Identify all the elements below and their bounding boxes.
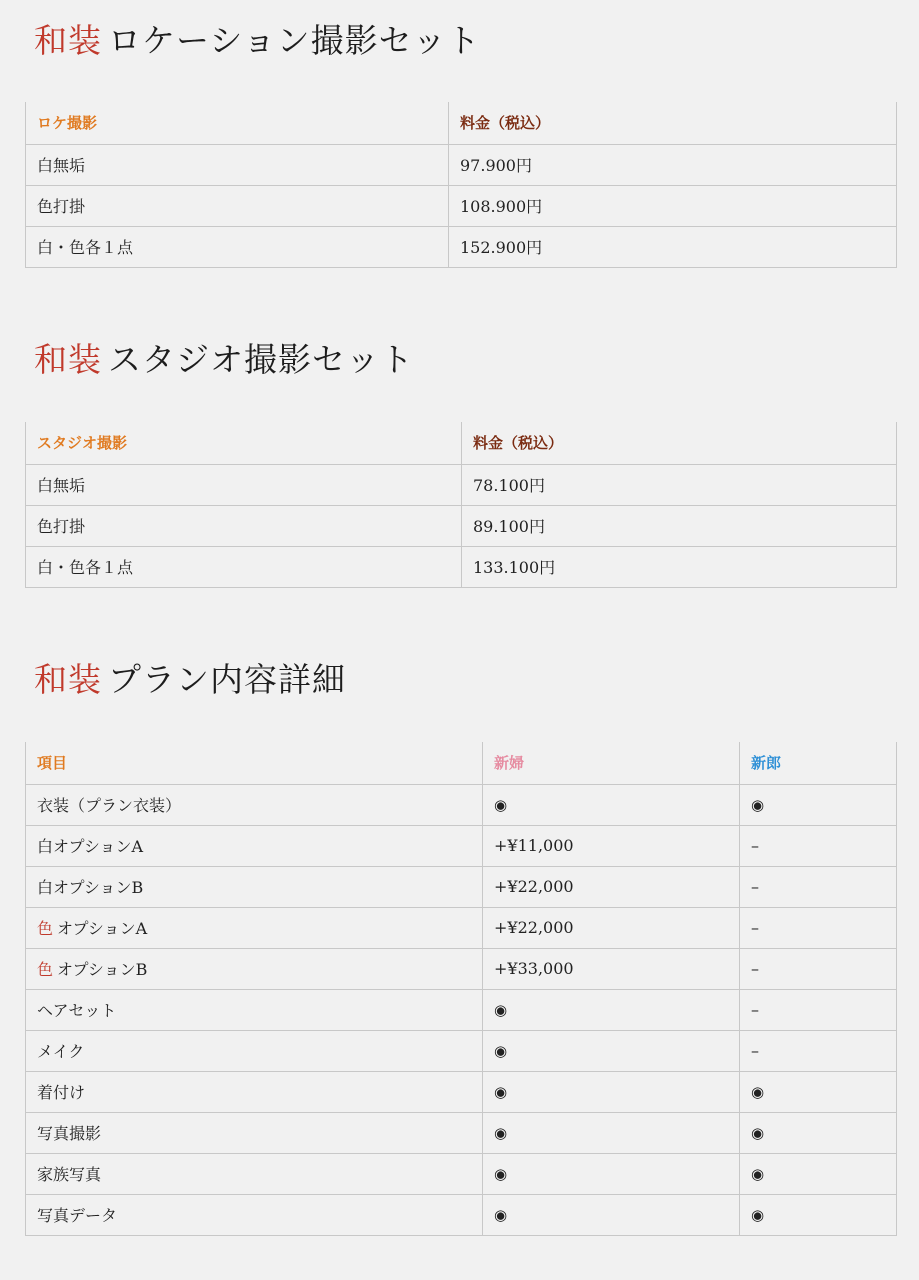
row-label: 白無垢 xyxy=(26,464,462,505)
groom-value: – xyxy=(740,866,897,907)
table-row xyxy=(26,825,897,866)
row-label: 白無垢 xyxy=(26,144,449,185)
item-label: 白オプションA xyxy=(37,837,144,856)
table-row xyxy=(26,948,897,989)
header-location-shoot: ロケ撮影 xyxy=(26,102,449,144)
groom-value: – xyxy=(740,948,897,989)
groom-value: ◉ xyxy=(740,784,897,825)
groom-value: – xyxy=(740,989,897,1030)
bride-value: +¥22,000 xyxy=(483,907,740,948)
item-label: オプションA xyxy=(57,919,148,938)
plan-section-title xyxy=(34,660,346,699)
bride-value: ◉ xyxy=(483,1112,740,1153)
row-label: 白・色各１点 xyxy=(26,226,449,267)
item-label: ヘアセット xyxy=(37,1001,117,1020)
row-price: 152.900円 xyxy=(449,226,897,267)
groom-value: – xyxy=(740,825,897,866)
header-bride: 新婦 xyxy=(483,742,740,784)
item-label: メイク xyxy=(37,1042,85,1061)
table-row xyxy=(26,546,897,587)
item-color-prefix: 色 xyxy=(37,960,54,979)
item-label: 写真撮影 xyxy=(37,1124,102,1143)
table-header-row xyxy=(26,102,897,144)
header-studio-shoot: スタジオ撮影 xyxy=(26,422,462,464)
studio-price-table xyxy=(25,422,897,588)
table-row xyxy=(26,1112,897,1153)
plan-item-cell xyxy=(26,784,483,825)
item-label: 家族写真 xyxy=(37,1165,102,1184)
plan-detail-table xyxy=(25,742,897,1236)
plan-item-cell xyxy=(26,1071,483,1112)
plan-item-cell xyxy=(26,1194,483,1235)
plan-item-cell xyxy=(26,948,483,989)
title-text: ロケーション撮影セット xyxy=(108,21,481,60)
table-row xyxy=(26,464,897,505)
table-row xyxy=(26,185,897,226)
groom-value: ◉ xyxy=(740,1071,897,1112)
bride-value: +¥22,000 xyxy=(483,866,740,907)
table-row xyxy=(26,144,897,185)
groom-value: ◉ xyxy=(740,1153,897,1194)
plan-item-cell xyxy=(26,866,483,907)
row-price: 97.900円 xyxy=(449,144,897,185)
row-label: 白・色各１点 xyxy=(26,546,462,587)
table-row xyxy=(26,226,897,267)
item-label: 衣装（プラン衣装） xyxy=(37,796,182,815)
table-row xyxy=(26,1153,897,1194)
bride-value: ◉ xyxy=(483,989,740,1030)
groom-value: ◉ xyxy=(740,1112,897,1153)
studio-section-title xyxy=(34,340,414,379)
table-row xyxy=(26,907,897,948)
item-label: 着付け xyxy=(37,1083,86,1102)
item-color-prefix: 色 xyxy=(37,919,54,938)
row-price: 108.900円 xyxy=(449,185,897,226)
title-text: プラン内容詳細 xyxy=(108,660,346,699)
title-accent: 和装 xyxy=(34,21,102,60)
plan-item-cell xyxy=(26,989,483,1030)
table-header-row xyxy=(26,422,897,464)
row-price: 89.100円 xyxy=(462,505,897,546)
table-header-row xyxy=(26,742,897,784)
table-row xyxy=(26,505,897,546)
plan-item-cell xyxy=(26,1153,483,1194)
table-row xyxy=(26,784,897,825)
plan-item-cell xyxy=(26,825,483,866)
location-price-table xyxy=(25,102,897,268)
item-label: オプションB xyxy=(57,960,148,979)
table-row xyxy=(26,1030,897,1071)
plan-rows xyxy=(26,784,897,1235)
header-groom: 新郎 xyxy=(740,742,897,784)
title-accent: 和装 xyxy=(34,660,102,699)
table-row xyxy=(26,1071,897,1112)
bride-value: +¥11,000 xyxy=(483,825,740,866)
row-label: 色打掛 xyxy=(26,505,462,546)
table-row xyxy=(26,989,897,1030)
header-item: 項目 xyxy=(26,742,483,784)
item-label: 写真データ xyxy=(37,1206,118,1225)
bride-value: +¥33,000 xyxy=(483,948,740,989)
bride-value: ◉ xyxy=(483,1030,740,1071)
location-section-title xyxy=(34,21,481,60)
table-row xyxy=(26,866,897,907)
bride-value: ◉ xyxy=(483,1071,740,1112)
bride-value: ◉ xyxy=(483,1153,740,1194)
table-row xyxy=(26,1194,897,1235)
plan-item-cell xyxy=(26,907,483,948)
row-price: 78.100円 xyxy=(462,464,897,505)
title-text: スタジオ撮影セット xyxy=(108,340,414,379)
title-accent: 和装 xyxy=(34,340,102,379)
bride-value: ◉ xyxy=(483,784,740,825)
groom-value: ◉ xyxy=(740,1194,897,1235)
groom-value: – xyxy=(740,907,897,948)
item-label: 白オプションB xyxy=(37,878,144,897)
row-label: 色打掛 xyxy=(26,185,449,226)
plan-item-cell xyxy=(26,1030,483,1071)
header-price: 料金（税込） xyxy=(449,102,897,144)
row-price: 133.100円 xyxy=(462,546,897,587)
plan-item-cell xyxy=(26,1112,483,1153)
bride-value: ◉ xyxy=(483,1194,740,1235)
header-price: 料金（税込） xyxy=(462,422,897,464)
groom-value: – xyxy=(740,1030,897,1071)
